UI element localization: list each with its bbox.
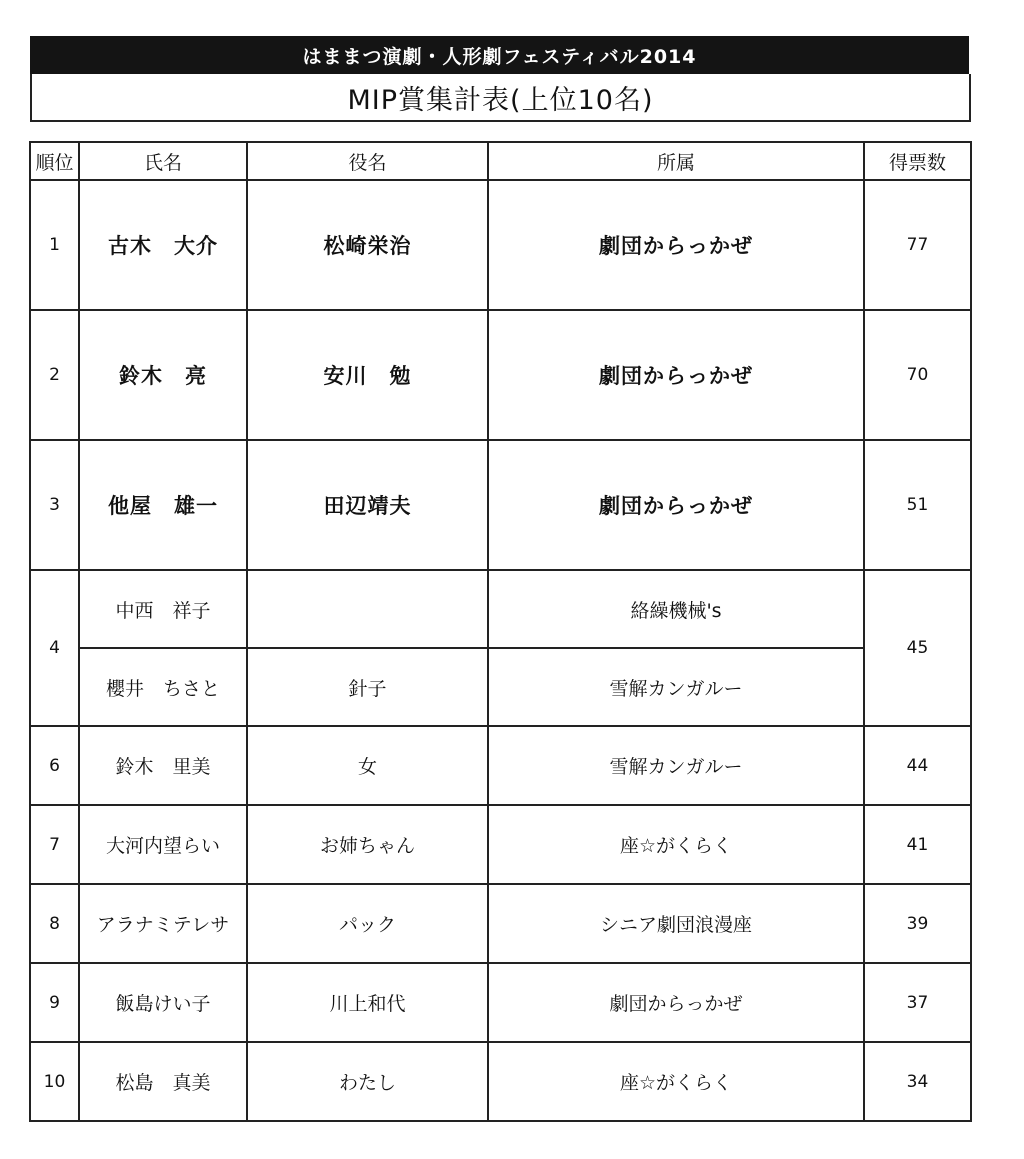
column-header-votes: 得票数	[864, 142, 971, 180]
rank-cell: 7	[30, 805, 79, 884]
table-row	[30, 805, 971, 884]
role-cell: パック	[247, 884, 488, 963]
affiliation-cell: 劇団からっかぜ	[488, 440, 864, 570]
column-header-role: 役名	[247, 142, 488, 180]
name-cell: 他屋 雄一	[79, 440, 247, 570]
table-row	[30, 570, 971, 648]
column-header-name: 氏名	[79, 142, 247, 180]
affiliation-cell: 劇団からっかぜ	[488, 180, 864, 310]
votes-cell: 45	[864, 570, 971, 726]
rank-cell: 3	[30, 440, 79, 570]
name-cell: 松島 真美	[79, 1042, 247, 1121]
rank-cell: 6	[30, 726, 79, 805]
affiliation-cell: 絡繰機械's	[488, 570, 864, 648]
rank-cell: 1	[30, 180, 79, 310]
affiliation-cell: 雪解カンガルー	[488, 648, 864, 726]
name-cell: 古木 大介	[79, 180, 247, 310]
table-row	[30, 726, 971, 805]
votes-cell: 70	[864, 310, 971, 440]
votes-cell: 44	[864, 726, 971, 805]
role-cell: わたし	[247, 1042, 488, 1121]
votes-cell: 41	[864, 805, 971, 884]
votes-cell: 34	[864, 1042, 971, 1121]
table-row	[30, 1042, 971, 1121]
votes-cell: 77	[864, 180, 971, 310]
affiliation-cell: 座☆がくらく	[488, 805, 864, 884]
affiliation-cell: 座☆がくらく	[488, 1042, 864, 1121]
rank-cell: 8	[30, 884, 79, 963]
ranking-table	[29, 141, 972, 1122]
role-cell: 川上和代	[247, 963, 488, 1042]
name-cell: 櫻井 ちさと	[79, 648, 247, 726]
role-cell	[247, 570, 488, 648]
role-cell: お姉ちゃん	[247, 805, 488, 884]
page-title: MIP賞集計表(上位10名)	[30, 74, 971, 122]
affiliation-cell: 雪解カンガルー	[488, 726, 864, 805]
table-row	[30, 648, 971, 726]
name-cell: 大河内望らい	[79, 805, 247, 884]
votes-cell: 51	[864, 440, 971, 570]
table-row	[30, 180, 971, 310]
table-row	[30, 440, 971, 570]
votes-cell: 37	[864, 963, 971, 1042]
name-cell: 飯島けい子	[79, 963, 247, 1042]
rank-cell: 9	[30, 963, 79, 1042]
votes-cell: 39	[864, 884, 971, 963]
rank-cell: 2	[30, 310, 79, 440]
column-header-rank: 順位	[30, 142, 79, 180]
table-header-row	[30, 142, 971, 180]
role-cell: 松崎栄治	[247, 180, 488, 310]
role-cell: 田辺靖夫	[247, 440, 488, 570]
name-cell: 中西 祥子	[79, 570, 247, 648]
table-row	[30, 310, 971, 440]
festival-banner: はままつ演劇・人形劇フェスティバル2014	[30, 36, 969, 74]
affiliation-cell: 劇団からっかぜ	[488, 310, 864, 440]
affiliation-cell: 劇団からっかぜ	[488, 963, 864, 1042]
affiliation-cell: シニア劇団浪漫座	[488, 884, 864, 963]
rank-cell: 4	[30, 570, 79, 726]
table-row	[30, 884, 971, 963]
rank-cell: 10	[30, 1042, 79, 1121]
name-cell: 鈴木 里美	[79, 726, 247, 805]
name-cell: 鈴木 亮	[79, 310, 247, 440]
table-row	[30, 963, 971, 1042]
role-cell: 針子	[247, 648, 488, 726]
name-cell: アラナミテレサ	[79, 884, 247, 963]
role-cell: 女	[247, 726, 488, 805]
column-header-affiliation: 所属	[488, 142, 864, 180]
role-cell: 安川 勉	[247, 310, 488, 440]
